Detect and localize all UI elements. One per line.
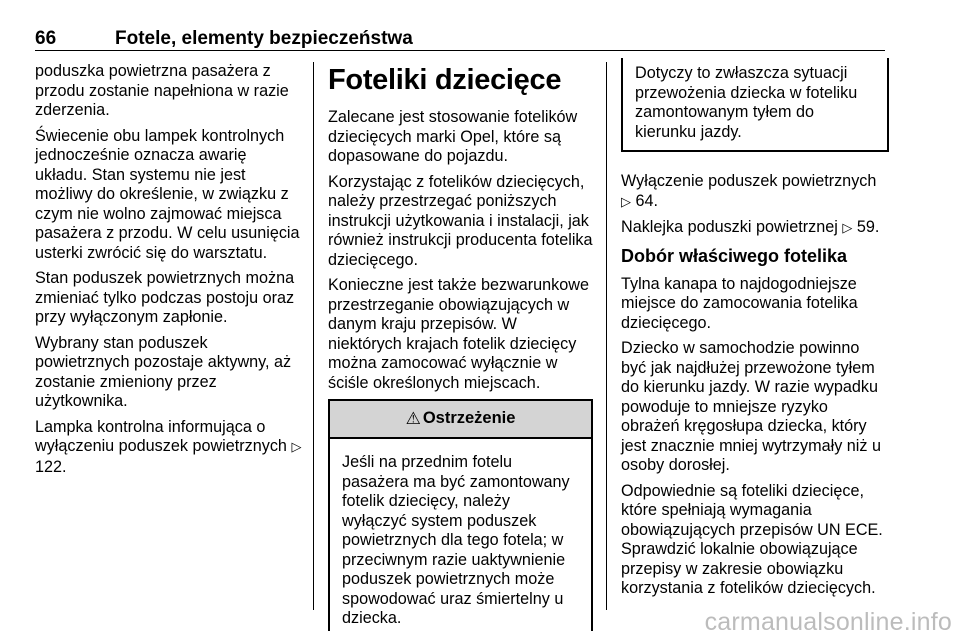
column-divider [606, 62, 607, 610]
column-1 [35, 62, 303, 483]
subsection-heading: Dobór właściwego fotelika [621, 245, 848, 266]
paragraph: Wybrany stan poduszek powietrznych pozostaje aktywny, aż zostanie zmieniony przez użytkownika. [35, 333, 292, 410]
page-reference-link[interactable]: 64. [635, 191, 659, 210]
page-number: 66 [35, 28, 57, 49]
page-header [35, 28, 885, 51]
column-2 [328, 62, 593, 631]
arrow-reference-icon: ▷ [621, 194, 631, 210]
paragraph-text: Lampka kontrolna informująca o wyłączeniu poduszek powietrznych [35, 417, 287, 455]
warning-title: Ostrzeżenie [422, 409, 516, 428]
watermark: carmanualsonline.info [704, 608, 952, 636]
section-heading: Foteliki dziecięce [328, 64, 562, 96]
section-title: Fotele, elementy bezpieczeństwa [115, 28, 413, 49]
paragraph: Odpowiednie są foteliki dziecięce, które spełniają wymagania obowiązujących przepisów UN ECE. Sprawdzić lokalnie obowiązujące przepisy w zakresie obowiązku korzystania z fotelików dziecięcych. [621, 481, 883, 597]
paragraph-text: Naklejka poduszki powietrznej [621, 218, 838, 236]
page-reference-link[interactable]: 59. [856, 218, 880, 236]
paragraph-with-reference [621, 172, 889, 212]
paragraph: Stan poduszek powietrznych można zmieniać tylko podczas postoju oraz przy wyłączonym zapłonie. [35, 269, 295, 326]
paragraph-with-reference [621, 218, 889, 239]
column-3 [621, 62, 889, 605]
paragraph: Świecenie obu lampek kontrolnych jednocześnie oznacza awarię układu. Stan systemu nie jest możliwy do określenie, w związku z czym nie wolno zajmować miejsca pasażera z przodu. W celu usunięcia usterki zwrócić się do warsztatu. [35, 126, 300, 262]
warning-triangle-icon: ⚠ [405, 409, 421, 429]
column-divider [313, 62, 314, 610]
paragraph-text: Wyłączenie poduszek powietrznych [621, 172, 877, 190]
paragraph: poduszka powietrzna pasażera z przodu zostanie napełniona w razie zderzenia. [35, 62, 289, 119]
arrow-reference-icon: ▷ [842, 221, 853, 236]
warning-box-continuation: Dotyczy to zwłaszcza sytuacji przewożenia dziecka w foteliku zamontowanym tyłem do kierunku jazdy. [621, 58, 889, 152]
warning-box [328, 399, 593, 631]
paragraph: Dziecko w samochodzie powinno być jak najdłużej przewożone tyłem do kierunku jazdy. W razie wypadku powoduje to mniejsze ryzyko obrażeń kręgosłupa dziecka, który jest znacznie mniej wytrzymały niż u osoby dorosłej. [621, 339, 881, 474]
paragraph: Konieczne jest także bezwarunkowe przestrzeganie obowiązujących w danym kraju przepisów. W niektórych krajach fotelik dziecięcy można zamocować wyłącznie w ściśle określonych miejscach. [328, 276, 589, 392]
page-reference-link[interactable]: 122. [35, 457, 67, 476]
paragraph: Tylna kanapa to najdogodniejsze miejsce do zamocowania fotelika dziecięcego. [621, 274, 858, 332]
warning-header [330, 399, 591, 439]
arrow-reference-icon: ▷ [291, 440, 302, 455]
paragraph-with-reference [35, 418, 303, 478]
paragraph: Zalecane jest stosowanie fotelików dziecięcych marki Opel, które są dopasowane do pojazdu. [328, 108, 578, 165]
paragraph: Korzystając z fotelików dziecięcych, należy przestrzegać poniższych instrukcji użytkowania i instalacji, jak również instrukcji producenta fotelika dziecięcego. [328, 172, 593, 269]
warning-body: Jeśli na przednim fotelu pasażera ma być zamontowany fotelik dziecięcy, należy wyłączyć system poduszek powietrznych dla tego fotela; w przeciwnym razie uaktywnienie poduszek powietrznych może spowodować uraz śmiertelny u dziecka. [342, 453, 570, 627]
